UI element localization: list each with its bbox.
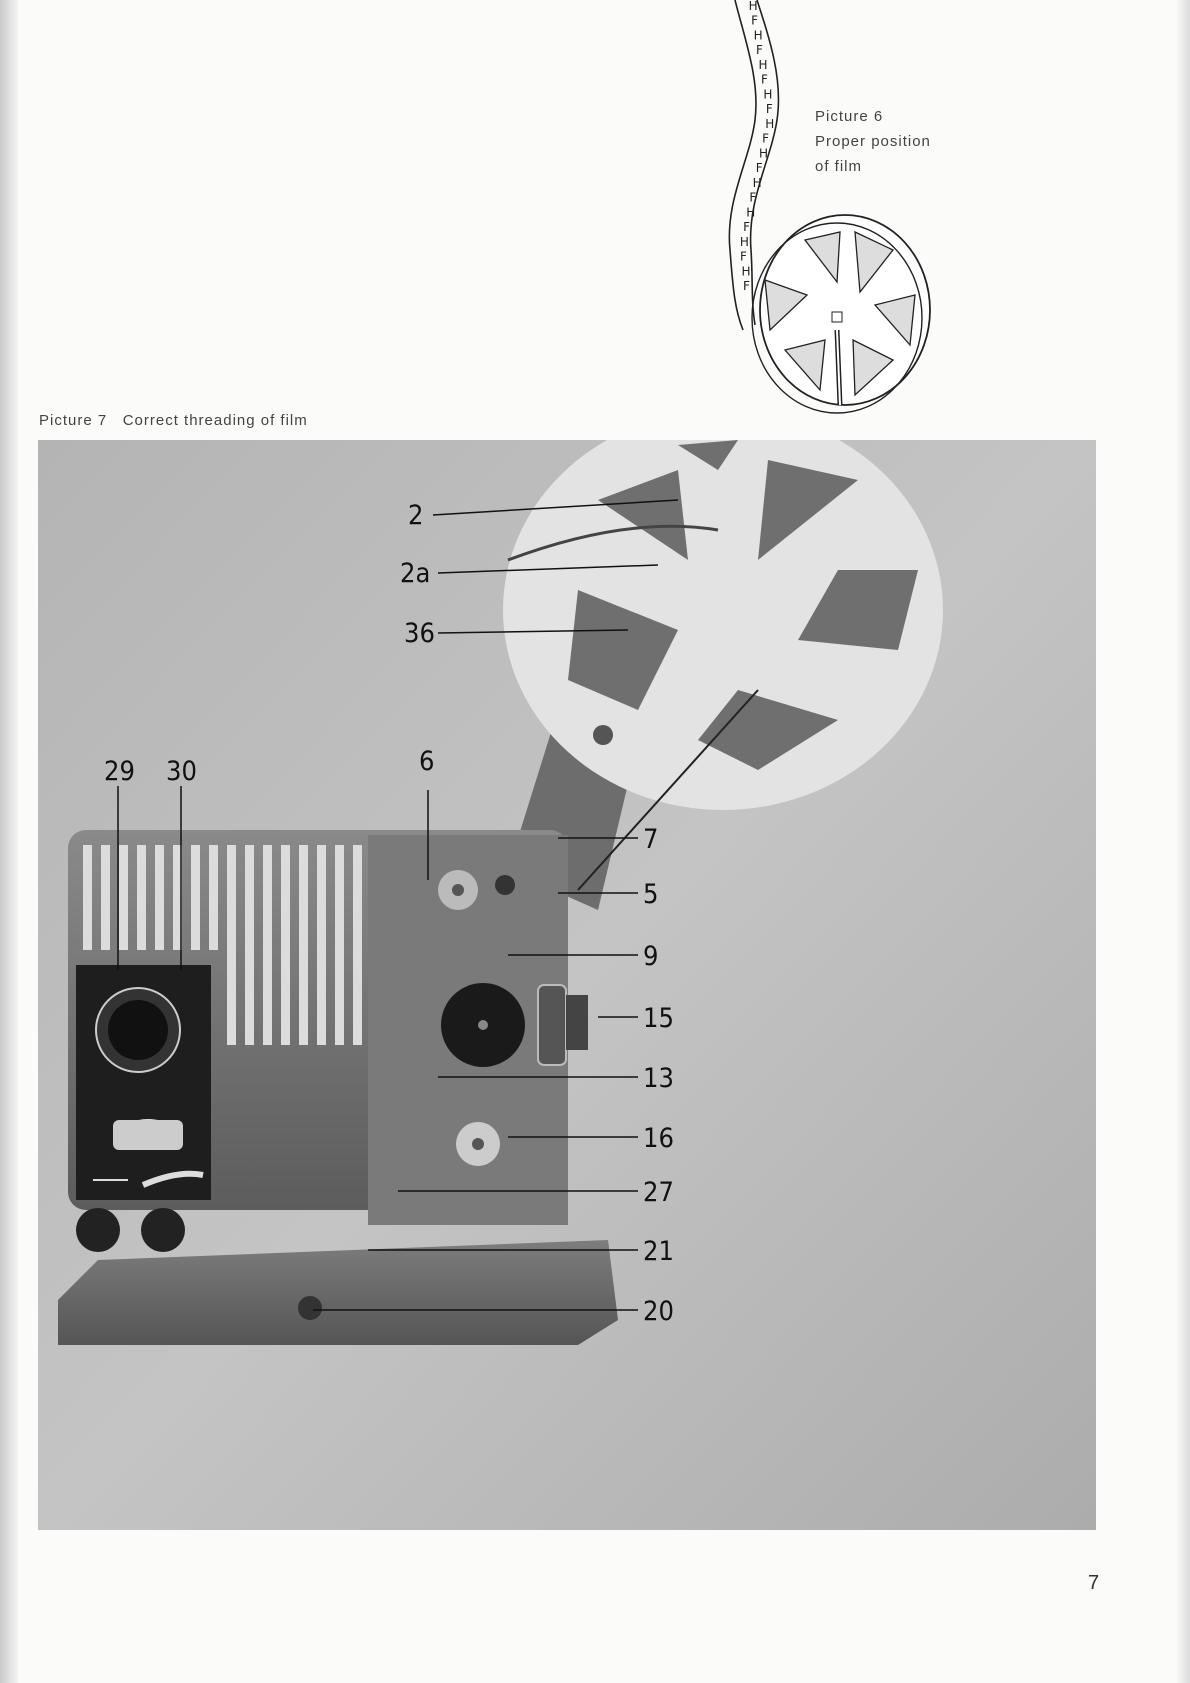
callout-21: 21 [643,1236,674,1267]
callout-6: 6 [419,746,435,777]
film-reel-illustration [725,0,985,420]
callout-2a: 2a [400,558,431,589]
film-strip-letter: F [755,161,763,176]
callout-30: 30 [166,756,197,787]
film-strip-letter: H [746,205,756,220]
film-strip-letter: F [751,13,759,28]
film-strip-letter: H [763,87,773,102]
caption-line: Picture 6 [815,108,884,125]
film-strip-letter: H [741,264,751,279]
film-strip-letter: F [756,43,763,58]
callout-9: 9 [643,941,659,972]
callout-27: 27 [643,1177,674,1208]
film-strip-letter: F [762,131,770,146]
caption-line: of film [815,158,863,175]
film-strip-letter: F [743,279,750,293]
callout-29: 29 [104,756,135,787]
film-strip-letter: F [760,72,768,87]
callout-2: 2 [408,500,424,531]
film-strip-letter: H [765,116,775,131]
callout-5: 5 [643,879,659,910]
film-strip-letter: F [749,190,757,205]
film-strip-letter: H [753,28,763,43]
picture-6-caption [815,104,1015,179]
film-strip-letter: F [740,249,747,264]
picture-7-caption: Picture 7 Correct threading of film [39,412,308,429]
page-edge-shadow [0,0,18,1683]
projector-photograph [38,440,1096,1530]
page-edge-shadow-right [1176,0,1190,1683]
film-strip-letter: F [765,102,773,117]
film-strip-letter: H [739,234,749,249]
film-strip-letter: H [758,57,768,72]
callout-16: 16 [643,1123,674,1154]
page-number: 7 [1088,1572,1100,1594]
callout-36: 36 [404,618,435,649]
callout-20: 20 [643,1296,674,1327]
film-strip-letter: H [752,175,762,190]
callout-15: 15 [643,1003,674,1034]
callout-7: 7 [643,824,659,855]
film-strip-letter: H [748,0,758,13]
film-strip-letter: H [758,146,768,161]
film-strip-letter: F [743,220,750,235]
caption-line: Proper position [815,133,931,150]
projector-body [68,830,588,1225]
callout-13: 13 [643,1063,674,1094]
